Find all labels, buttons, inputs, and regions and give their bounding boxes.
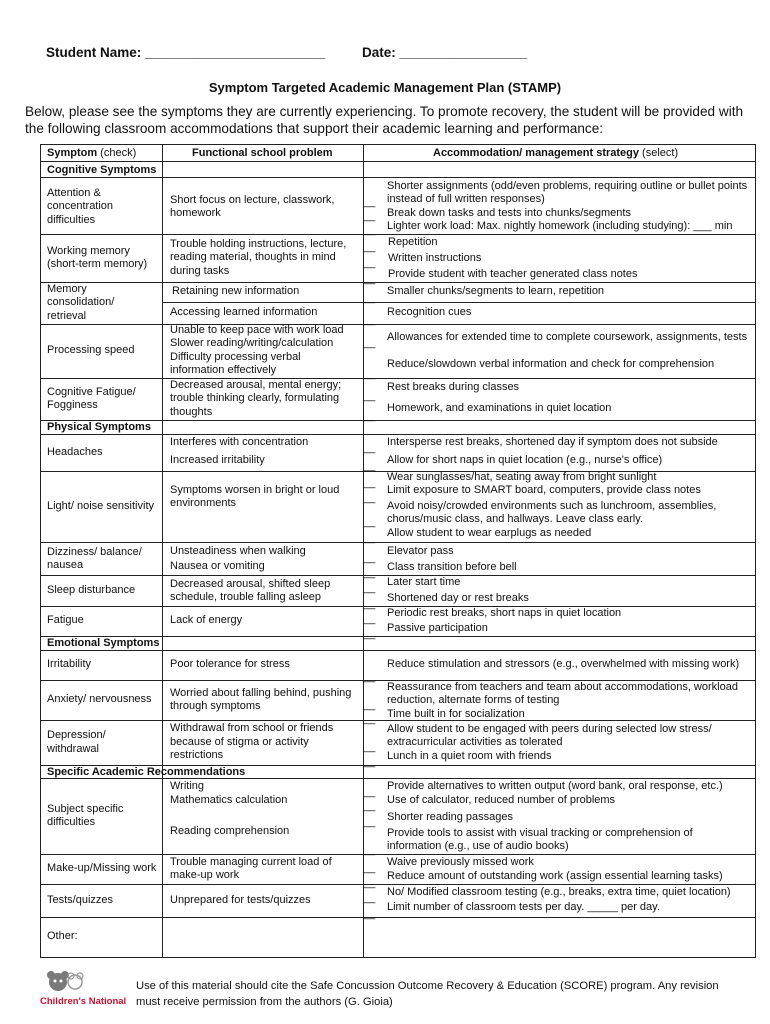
symptom-label: Working memory (short-term memory) xyxy=(47,244,148,270)
strategy-checkbox[interactable]: __ xyxy=(363,862,376,874)
section-heading: Cognitive Symptoms xyxy=(47,164,157,176)
strategy-text: Provide student with teacher generated class notes xyxy=(388,267,638,280)
section-heading: Specific Academic Recommendations xyxy=(47,766,246,778)
student-name-field[interactable]: Student Name: ________________________ xyxy=(46,45,326,60)
strategy-checkbox[interactable]: __ xyxy=(363,892,376,904)
strategy-checkbox[interactable]: __ xyxy=(363,224,376,236)
date-field[interactable]: Date: _________________ xyxy=(362,45,528,60)
strategy-text: Shortened day or rest breaks xyxy=(387,591,529,604)
strategy-checkbox[interactable]: __ xyxy=(363,786,376,798)
symptom-label: Anxiety/ nervousness xyxy=(47,693,152,706)
strategy-checkbox[interactable]: __ xyxy=(363,516,376,528)
symptom-label: Irritability xyxy=(47,658,92,671)
strategy-checkbox[interactable]: __ xyxy=(363,908,376,920)
symptom-label: Fatigue xyxy=(47,614,84,627)
problem-text: Accessing learned information xyxy=(170,306,318,319)
strategy-text: Repetition xyxy=(388,235,438,248)
childrens-national-logo xyxy=(38,970,128,1012)
strategy-text: Homework, and examinations in quiet location xyxy=(387,402,612,415)
strategy-text: Allowances for extended time to complete coursework, assignments, tests xyxy=(387,331,748,344)
strategy-text: Reduce amount of outstanding work (assign essential learning tasks) xyxy=(387,870,723,883)
header-problem: Functional school problem xyxy=(192,147,333,159)
problem-text: Nausea or vomiting xyxy=(170,559,265,572)
intro-paragraph: Below, please see the symptoms they are currently experiencing. To promote recovery, the student will be provided with the following classroom accommodations that support their academic learning and performance: xyxy=(25,104,744,136)
strategy-checkbox[interactable]: __ xyxy=(363,844,376,856)
logo-wordmark: Children's National xyxy=(40,996,127,1007)
problem-text: Poor tolerance for stress xyxy=(170,658,290,671)
symptom-label: Attention & concentration difficulties xyxy=(47,186,114,226)
strategy-checkbox[interactable]: __ xyxy=(363,877,376,889)
strategy-checkbox[interactable]: __ xyxy=(363,628,376,640)
strategy-checkbox[interactable]: __ xyxy=(363,598,376,610)
strategy-text: Class transition before bell xyxy=(387,560,517,573)
strategy-checkbox[interactable]: __ xyxy=(363,800,376,812)
strategy-text: Written instructions xyxy=(388,251,482,264)
stamp-table xyxy=(40,144,756,958)
strategy-checkbox[interactable]: __ xyxy=(363,196,376,208)
symptom-label: Light/ noise sensitivity xyxy=(47,499,154,512)
strategy-checkbox[interactable]: __ xyxy=(363,477,376,489)
strategy-checkbox[interactable]: __ xyxy=(363,292,376,304)
strategy-checkbox[interactable]: __ xyxy=(363,582,376,594)
problem-text: Difficulty processing verbal information effectively xyxy=(170,350,301,376)
strategy-text: Provide tools to assist with visual tracking or comprehension of information (e.g., use of audio books) xyxy=(387,826,693,852)
problem-text: Decreased arousal, shifted sleep schedule, trouble falling asleep xyxy=(170,577,331,603)
strategy-checkbox[interactable]: __ xyxy=(363,241,376,253)
row-divider xyxy=(40,778,756,779)
strategy-checkbox[interactable]: __ xyxy=(363,337,376,349)
strategy-checkbox[interactable]: __ xyxy=(363,713,376,725)
strategy-text: Passive participation xyxy=(387,621,488,634)
header-symptom: Symptom (check) xyxy=(47,147,137,159)
problem-text: Increased irritability xyxy=(170,453,265,466)
strategy-text: Shorter reading passages xyxy=(387,810,513,823)
problem-text: Unprepared for tests/quizzes xyxy=(170,893,311,906)
strategy-checkbox[interactable]: __ xyxy=(363,613,376,625)
strategy-text: Rest breaks during classes xyxy=(387,381,520,394)
strategy-text: Allow student to wear earplugs as needed xyxy=(387,527,592,540)
strategy-checkbox[interactable]: __ xyxy=(363,460,376,472)
document-title: Symptom Targeted Academic Management Plan (STAMP) xyxy=(208,80,562,95)
symptom-label: Dizziness/ balance/ nausea xyxy=(47,545,142,571)
strategy-text: Later start time xyxy=(387,575,461,588)
strategy-checkbox[interactable]: __ xyxy=(363,210,376,222)
symptom-label[interactable]: Other: xyxy=(47,930,78,943)
strategy-checkbox[interactable]: __ xyxy=(363,567,376,579)
strategy-checkbox[interactable]: __ xyxy=(363,390,376,402)
strategy-checkbox[interactable]: __ xyxy=(363,756,376,768)
strategy-checkbox[interactable]: __ xyxy=(363,273,376,285)
strategy-checkbox[interactable]: __ xyxy=(363,314,376,326)
strategy-text: Shorter assignments (odd/even problems, requiring outline or bullet points instead of full written responses) xyxy=(387,179,748,205)
symptom-label: Subject specific difficulties xyxy=(47,802,124,828)
problem-text: Unable to keep pace with work load xyxy=(170,323,344,336)
section-heading: Physical Symptoms xyxy=(47,421,151,433)
row-divider xyxy=(40,177,756,178)
row-divider xyxy=(40,542,756,543)
strategy-text: Avoid noisy/crowded environments such as lunchroom, assemblies, chorus/music class, and hallways. Leave class early. xyxy=(387,499,717,525)
problem-text: Trouble managing current load of make-up work xyxy=(170,855,332,881)
strategy-checkbox[interactable]: __ xyxy=(363,532,376,544)
problem-text: Decreased arousal, mental energy; trouble thinking clearly, formulating thoughts xyxy=(170,378,342,418)
row-divider xyxy=(40,917,756,918)
problem-text: Mathematics calculation xyxy=(170,794,288,807)
problem-text: Worried about falling behind, pushing through symptoms xyxy=(170,686,352,712)
strategy-checkbox[interactable]: __ xyxy=(363,552,376,564)
problem-text: Trouble holding instructions, lecture, reading material, thoughts in mind during tasks xyxy=(170,237,347,277)
strategy-checkbox[interactable]: __ xyxy=(363,699,376,711)
strategy-checkbox[interactable]: __ xyxy=(363,410,376,422)
strategy-text: Lighter work load: Max. nightly homework (including studying): ___ min xyxy=(387,220,733,233)
strategy-text: Break down tasks and tests into chunks/segments xyxy=(387,206,631,219)
table-border xyxy=(40,144,41,958)
strategy-text: Time built in for socialization xyxy=(387,707,525,720)
strategy-checkbox[interactable]: __ xyxy=(363,741,376,753)
problem-text: Withdrawal from school or friends because of stigma or activity restrictions xyxy=(170,722,334,762)
strategy-checkbox[interactable]: __ xyxy=(363,816,376,828)
problem-text: Slower reading/writing/calculation xyxy=(170,336,334,349)
strategy-text: Wear sunglasses/hat, seating away from bright sunlight xyxy=(387,470,657,483)
strategy-text: Reduce/slowdown verbal information and check for comprehension xyxy=(387,358,715,371)
strategy-text: Elevator pass xyxy=(387,544,454,557)
problem-text: Writing xyxy=(170,780,205,793)
strategy-text: Limit number of classroom tests per day. _____ per day. xyxy=(387,901,660,914)
strategy-text: Use of calculator, reduced number of problems xyxy=(387,794,616,807)
symptom-label: Memory consolidation/ retrieval xyxy=(47,282,115,322)
strategy-checkbox[interactable]: __ xyxy=(363,492,376,504)
problem-text: Interferes with concentration xyxy=(170,436,309,449)
strategy-text: Lunch in a quiet room with friends xyxy=(387,750,552,763)
section-heading: Emotional Symptoms xyxy=(47,637,160,649)
problem-text: Short focus on lecture, classwork, homework xyxy=(170,193,335,219)
problem-text: Retaining new information xyxy=(172,285,300,298)
strategy-text: Provide alternatives to written output (word bank, oral response, etc.) xyxy=(387,780,723,793)
symptom-label: Cognitive Fatigue/ Fogginess xyxy=(47,385,136,411)
symptom-label: Tests/quizzes xyxy=(47,893,114,906)
symptom-label: Processing speed xyxy=(47,344,135,357)
table-border xyxy=(40,957,756,958)
row-divider xyxy=(40,144,756,145)
symptom-label: Headaches xyxy=(47,446,103,459)
strategy-checkbox[interactable]: __ xyxy=(363,671,376,683)
strategy-text: Reassurance from teachers and team about accommodations, workload reduction, alternate forms of testing xyxy=(387,680,738,706)
symptom-label: Depression/ withdrawal xyxy=(47,729,106,755)
column-divider xyxy=(162,144,163,958)
strategy-checkbox[interactable]: __ xyxy=(363,442,376,454)
row-divider xyxy=(40,161,756,162)
footer-citation: Use of this material should cite the Safe Concussion Outcome Recovery & Education (SCORE) program. Any revision must receive permission from the authors (G. Gioia) xyxy=(136,980,719,1008)
strategy-text: Allow student to be engaged with peers during selected low stress/ extracurricular activities as tolerated xyxy=(387,722,712,748)
problem-text: Symptoms worsen in bright or loud environments xyxy=(170,483,340,509)
problem-text: Lack of energy xyxy=(170,614,243,627)
problem-text: Reading comprehension xyxy=(170,824,290,837)
header-strategy: Accommodation/ management strategy (select) xyxy=(433,147,679,159)
strategy-text: Waive previously missed work xyxy=(387,856,534,869)
strategy-text: Periodic rest breaks, short naps in quiet location xyxy=(387,606,622,619)
strategy-text: Allow for short naps in quiet location (e.g., nurse's office) xyxy=(387,453,663,466)
strategy-text: Smaller chunks/segments to learn, repetition xyxy=(387,285,605,298)
symptom-label: Make-up/Missing work xyxy=(47,862,157,875)
strategy-checkbox[interactable]: __ xyxy=(363,368,376,380)
strategy-checkbox[interactable]: __ xyxy=(363,257,376,269)
table-border xyxy=(755,144,756,958)
problem-text: Unsteadiness when walking xyxy=(170,545,306,558)
strategy-text: Recognition cues xyxy=(387,306,472,319)
strategy-text: Limit exposure to SMART board, computers, provide class notes xyxy=(387,484,701,497)
strategy-text: No/ Modified classroom testing (e.g., breaks, extra time, quiet location) xyxy=(387,886,731,899)
strategy-text: Reduce stimulation and stressors (e.g., overwhelmed with missing work) xyxy=(387,657,740,670)
symptom-label: Sleep disturbance xyxy=(47,584,136,597)
strategy-text: Intersperse rest breaks, shortened day if symptom does not subside xyxy=(387,436,718,449)
